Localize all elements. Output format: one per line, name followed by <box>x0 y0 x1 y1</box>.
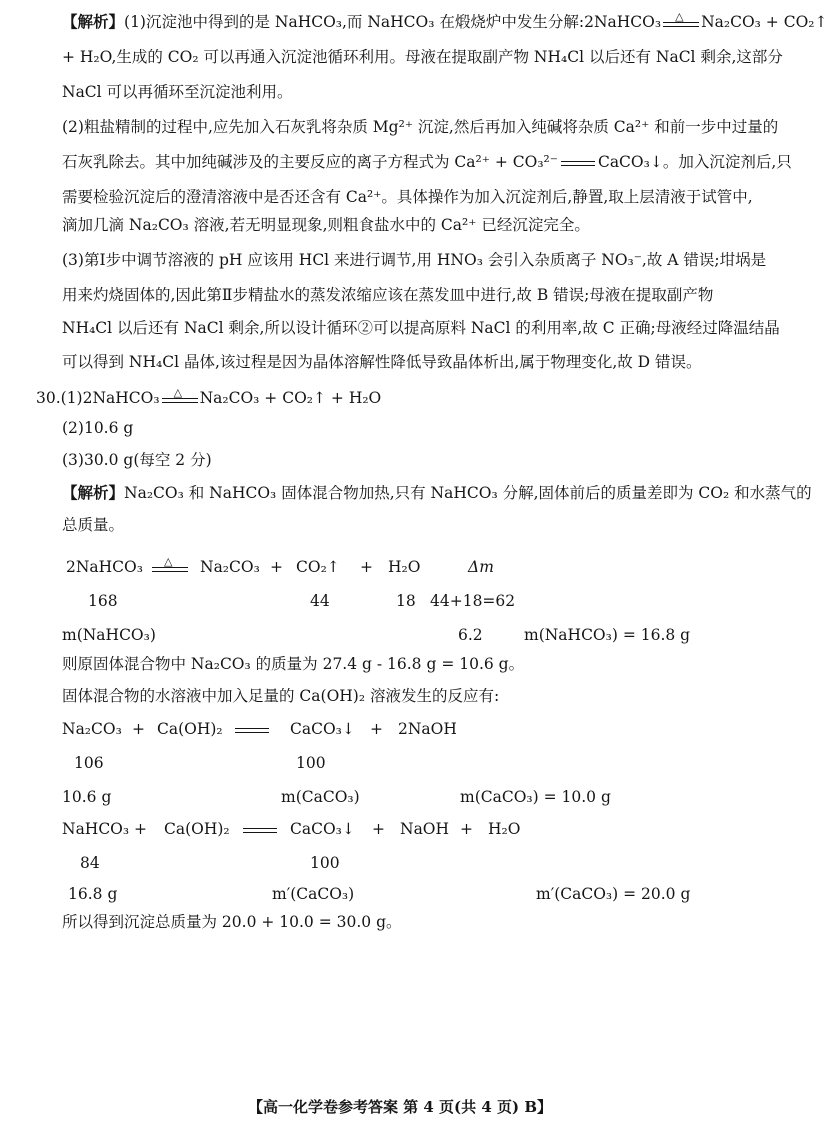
eq2-reactant-2: Ca(OH)₂ <box>157 720 223 738</box>
plus-sign: + <box>460 820 473 838</box>
eq3-ratio-1: 16.8 g <box>68 885 118 903</box>
eq2-reactant-1: Na₂CO₃ <box>62 720 122 738</box>
analysis-para-2-line-3: 需要检验沉淀后的澄清溶液中是否还含有 Ca²⁺。具体操作为加入沉淀剂后,静置,取上层清液于试管中, <box>62 188 753 206</box>
analysis-para-3-line-1: (3)第Ⅰ步中调节溶液的 pH 应该用 HCl 来进行调节,用 HNO₃ 会引入杂质离子 NO₃⁻,故 A 错误;坩埚是 <box>62 251 767 269</box>
page-footer: 【高一化学卷参考答案 第 4 页(共 4 页) B】 <box>247 1098 553 1116</box>
eq1-molar-3: 44 <box>310 592 330 610</box>
plus-sign: + <box>370 720 383 738</box>
analysis-tag: 【解析】 <box>62 12 125 31</box>
plus-sign: + <box>134 820 147 838</box>
plus-sign: + <box>270 558 283 576</box>
analysis-tag: 【解析】 <box>62 483 125 502</box>
eq3-product-3: H₂O <box>488 820 521 838</box>
mid-line-2: 固体混合物的水溶液中加入足量的 Ca(OH)₂ 溶液发生的反应有: <box>62 687 500 705</box>
equals-sign <box>561 161 595 166</box>
analysis-para-1-line-1: 【解析】(1)沉淀池中得到的是 NaHCO₃,而 NaHCO₃ 在煅烧炉中发生分解:2NaHCO₃ △ Na₂CO₃ + CO₂↑ <box>62 10 828 31</box>
eq2-molar-1: 106 <box>74 754 104 772</box>
eq1-ratio-1: m(NaHCO₃) <box>62 626 156 644</box>
eq1-molar-4: 18 <box>396 592 416 610</box>
eq3-result: m′(CaCO₃) = 20.0 g <box>536 885 691 903</box>
analysis-para-3-line-3: NH₄Cl 以后还有 NaCl 剩余,所以设计循环②可以提高原料 NaCl 的利用率,故 C 正确;母液经过降温结晶 <box>62 319 780 337</box>
eq1-product-2: CO₂↑ <box>296 558 340 576</box>
q30-answer-2: (2)10.6 g <box>62 419 134 437</box>
eq2-product-2: 2NaOH <box>398 720 457 738</box>
analysis-para-2-line-1: (2)粗盐精制的过程中,应先加入石灰乳将杂质 Mg²⁺ 沉淀,然后再加入纯碱将杂质 Ca²⁺ 和前一步中过量的 <box>62 118 779 136</box>
mid-line-1: 则原固体混合物中 Na₂CO₃ 的质量为 27.4 g - 16.8 g = 10.6 g。 <box>62 655 525 673</box>
eq3-ratio-3: m′(CaCO₃) <box>272 885 355 903</box>
eq3-product-1: CaCO₃↓ <box>290 820 355 838</box>
analysis-para-1-line-3: NaCl 可以再循环至沉淀池利用。 <box>62 83 293 101</box>
eq1-product-1: Na₂CO₃ <box>200 558 260 576</box>
eq1-ratio-5: 6.2 <box>458 626 483 644</box>
eq2-molar-3: 100 <box>296 754 326 772</box>
eq3-product-2: NaOH <box>400 820 450 838</box>
q30-answer-3: (3)30.0 g(每空 2 分) <box>62 451 212 469</box>
analysis-para-2-line-4: 滴加几滴 Na₂CO₃ 溶液,若无明显现象,则粗食盐水中的 Ca²⁺ 已经沉淀完全。 <box>62 216 590 234</box>
eq1-reactant: 2NaHCO₃ <box>66 558 143 576</box>
eq3-reactant-2: Ca(OH)₂ <box>164 820 230 838</box>
plus-sign: + <box>360 558 373 576</box>
q30-answer-1: 30.(1)2NaHCO₃ △ Na₂CO₃ + CO₂↑ + H₂O <box>36 386 382 407</box>
plus-sign: + <box>372 820 385 838</box>
final-answer-line: 所以得到沉淀总质量为 20.0 + 10.0 = 30.0 g。 <box>62 913 402 931</box>
heat-condition-arrow: △ <box>160 389 200 409</box>
eq1-product-3: H₂O <box>388 558 421 576</box>
eq3-reactant-1: NaHCO₃ <box>62 820 130 838</box>
analysis-para-2-line-2: 石灰乳除去。其中加纯碱涉及的主要反应的离子方程式为 Ca²⁺ + CO₃²⁻ CaCO₃↓。加入沉淀剂后,只 <box>62 153 792 171</box>
eq1-result: m(NaHCO₃) = 16.8 g <box>524 626 691 644</box>
q30-analysis-line-1: 【解析】Na₂CO₃ 和 NaHCO₃ 固体混合物加热,只有 NaHCO₃ 分解,固体前后的质量差即为 CO₂ 和水蒸气的 <box>62 483 812 502</box>
equals-sign <box>240 819 280 839</box>
equals-sign <box>232 719 272 739</box>
heat-condition-arrow: △ <box>150 557 190 578</box>
analysis-para-3-line-4: 可以得到 NH₄Cl 晶体,该过程是因为晶体溶解性降低导致晶体析出,属于物理变化,故 D 错误。 <box>62 353 702 371</box>
eq1-molar-1: 168 <box>88 592 118 610</box>
plus-sign: + <box>132 720 145 738</box>
eq1-molar-5: 44+18=62 <box>430 592 516 610</box>
eq2-result: m(CaCO₃) = 10.0 g <box>460 788 611 806</box>
analysis-para-3-line-2: 用来灼烧固体的,因此第Ⅱ步精盐水的蒸发浓缩应该在蒸发皿中进行,故 B 错误;母液在提取副产物 <box>62 286 714 304</box>
eq2-ratio-1: 10.6 g <box>62 788 112 806</box>
q30-analysis-line-2: 总质量。 <box>62 516 125 534</box>
heat-condition-arrow: △ <box>661 13 701 33</box>
eq3-molar-1: 84 <box>80 854 100 872</box>
eq3-molar-3: 100 <box>310 854 340 872</box>
eq1-delta-m: Δm <box>468 558 494 576</box>
analysis-para-1-line-2: + H₂O,生成的 CO₂ 可以再通入沉淀池循环利用。母液在提取副产物 NH₄Cl 以后还有 NaCl 剩余,这部分 <box>62 48 783 66</box>
eq2-ratio-3: m(CaCO₃) <box>281 788 360 806</box>
eq2-product-1: CaCO₃↓ <box>290 720 355 738</box>
